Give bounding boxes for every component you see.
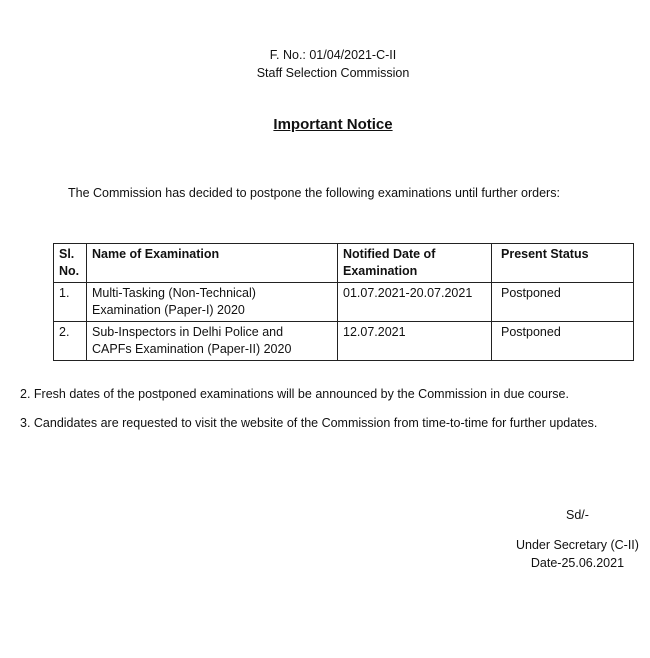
row-exam-name bbox=[87, 322, 338, 361]
signature-mark: Sd/- bbox=[566, 508, 589, 522]
header-exam-name: Name of Examination bbox=[87, 244, 338, 283]
signature-block bbox=[516, 536, 639, 572]
table-row bbox=[54, 283, 634, 322]
row-status: Postponed bbox=[492, 283, 634, 322]
signatory-designation: Under Secretary (C-II) bbox=[516, 538, 639, 552]
row-notified-date: 01.07.2021-20.07.2021 bbox=[338, 283, 492, 322]
notice-date: Date-25.06.2021 bbox=[530, 556, 625, 570]
intro-text: The Commission has decided to postpone the following examinations until further orders: bbox=[68, 186, 560, 200]
header-sl-line1: Sl. bbox=[59, 247, 75, 261]
row-exam-name-line1: Sub-Inspectors in Delhi Police and bbox=[92, 325, 284, 339]
header-sl-no bbox=[54, 244, 87, 283]
notice-title: Important Notice bbox=[273, 116, 393, 133]
row-notified-date: 12.07.2021 bbox=[338, 322, 492, 361]
row-exam-name bbox=[87, 283, 338, 322]
organisation-name: Staff Selection Commission bbox=[256, 66, 410, 80]
paragraph-fresh-dates: 2. Fresh dates of the postponed examinations will be announced by the Commission in due course. bbox=[20, 387, 569, 401]
header-sl-line2: No. bbox=[59, 264, 80, 278]
row-status: Postponed bbox=[492, 322, 634, 361]
row-exam-name-line2: Examination (Paper-I) 2020 bbox=[92, 303, 245, 317]
table-header-row bbox=[54, 244, 634, 283]
examinations-table bbox=[53, 243, 634, 361]
header-present-status: Present Status bbox=[492, 244, 634, 283]
row-exam-name-line2: CAPFs Examination (Paper-II) 2020 bbox=[92, 342, 292, 356]
header-date-line2: Examination bbox=[343, 264, 418, 278]
row-exam-name-line1: Multi-Tasking (Non-Technical) bbox=[92, 286, 256, 300]
row-sl-no: 1. bbox=[54, 283, 87, 322]
row-sl-no: 2. bbox=[54, 322, 87, 361]
file-number: F. No.: 01/04/2021-C-II bbox=[269, 48, 397, 62]
header-date-line1: Notified Date of bbox=[343, 247, 436, 261]
paragraph-website-updates: 3. Candidates are requested to visit the website of the Commission from time-to-time for further updates. bbox=[20, 416, 598, 430]
table-row bbox=[54, 322, 634, 361]
header-notified-date bbox=[338, 244, 492, 283]
